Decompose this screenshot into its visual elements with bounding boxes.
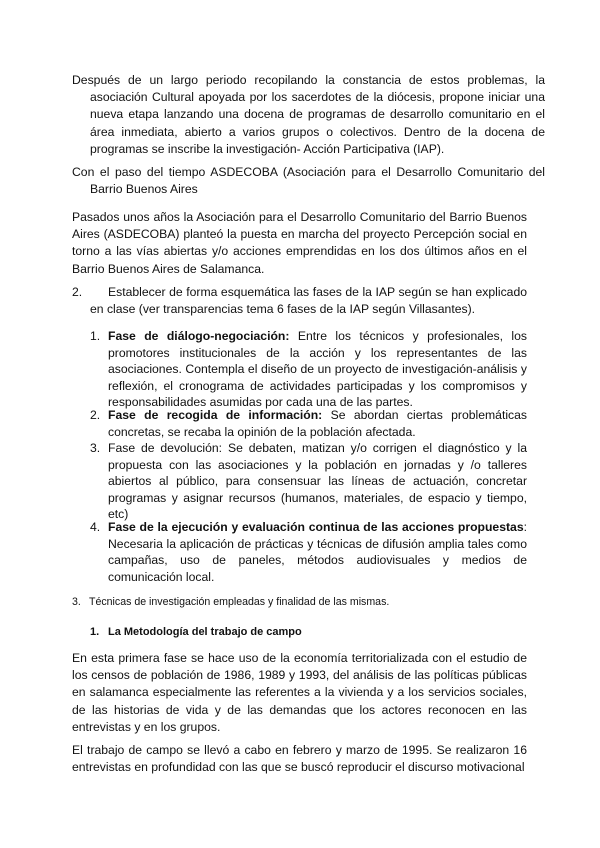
paragraph-intro: Después de un largo periodo recopilando la constancia de estos problemas, la asociación Cultural apoyada por los sacerdotes de la diócesis, propone iniciar una nueva etapa lanzando una docena de programas de desarrollo comunitario en el área inmediata, abierto a varios grupos o colectivos. Dentro de la docena de programas se inscribe la investigación- Acción Participativa (IAP). — [72, 73, 545, 156]
paragraph-metodologia: En esta primera fase se hace uso de la economía territorializada con el estudio de los censos de población de 1986, 1989 y 1993, del análisis de las políticas públicas en salamanca especialmente las referentes a la vivienda y a los servicios sociales, de las historias de vida y de las demandas que los actores reconocen en las entrevistas y en los grupos. — [72, 651, 527, 734]
phase-text: Fase de devolución: Se debaten, matizan y/o corrigen el diagnóstico y la propuesta con las asociaciones y la población en jornadas y /o talleres abiertos al público, para consensuar las líneas de actuación, concretar programas y asignar recursos (humanos, materiales, de espacio y tiempo, etc) — [108, 441, 527, 522]
phase-number: 4. — [90, 520, 101, 534]
phase-item-3 — [90, 440, 527, 523]
phase-item-2 — [90, 407, 527, 440]
phase-number: 1. — [90, 329, 101, 343]
paragraph-asdecoba: Con el paso del tiempo ASDECOBA (Asociación para el Desarrollo Comunitario del Barrio Buenos Aires — [72, 165, 545, 197]
phase-title: Fase de diálogo-negociación: — [108, 329, 290, 343]
phase-item-1 — [90, 328, 527, 411]
phase-title: Fase de la ejecución y evaluación continua de las acciones propuestas — [108, 520, 524, 534]
section-title: Técnicas de investigación empleadas y finalidad de las mismas. — [89, 596, 390, 608]
phase-number: 2. — [90, 408, 101, 422]
subsection-title: La Metodología del trabajo de campo — [108, 626, 302, 638]
subsection-number: 1. — [90, 626, 100, 638]
phase-text: Se abordan ciertas problemáticas concretas, se recaba la opinión de la población afectada. — [108, 408, 527, 439]
list-number-2: 2. — [72, 285, 83, 299]
phase-title: Fase de recogida de información: — [108, 408, 323, 422]
phase-item-4 — [90, 519, 527, 585]
paragraph-proyecto: Pasados unos años la Asociación para el Desarrollo Comunitario del Barrio Buenos Aires (ASDECOBA) planteó la puesta en marcha del proyecto Percepción social en torno a las vías abiertas y/o acciones emprendidas en los dos últimos años en el Barrio Buenos Aires de Salamanca. — [72, 210, 527, 276]
phase-text: : Necesaria la aplicación de prácticas y técnicas de difusión amplia tales como campañas, uso de paneles, métodos audiovisuales y medios de comunicación local. — [108, 520, 527, 584]
phase-text: Entre los técnicos y profesionales, los promotores institucionales de la acción y los representantes de las asociaciones. Contempla el diseño de un proyecto de investigación-análisis y reflexión, el cronograma de actividades participadas y los compromisos y responsabilidades asumidas por cada una de las partes. — [108, 329, 527, 410]
paragraph-trabajo-campo: El trabajo de campo se llevó a cabo en febrero y marzo de 1995. Se realizaron 16 entrevistas en profundidad con las que se buscó reproducir el discurso motivacional — [72, 743, 527, 775]
section-number: 3. — [72, 596, 81, 608]
list-item-2-text: Establecer de forma esquemática las fases de la IAP según se han explicado en clase (ver transparencias tema 6 fases de la IAP según Villasantes). — [90, 285, 527, 317]
phase-number: 3. — [90, 441, 101, 455]
